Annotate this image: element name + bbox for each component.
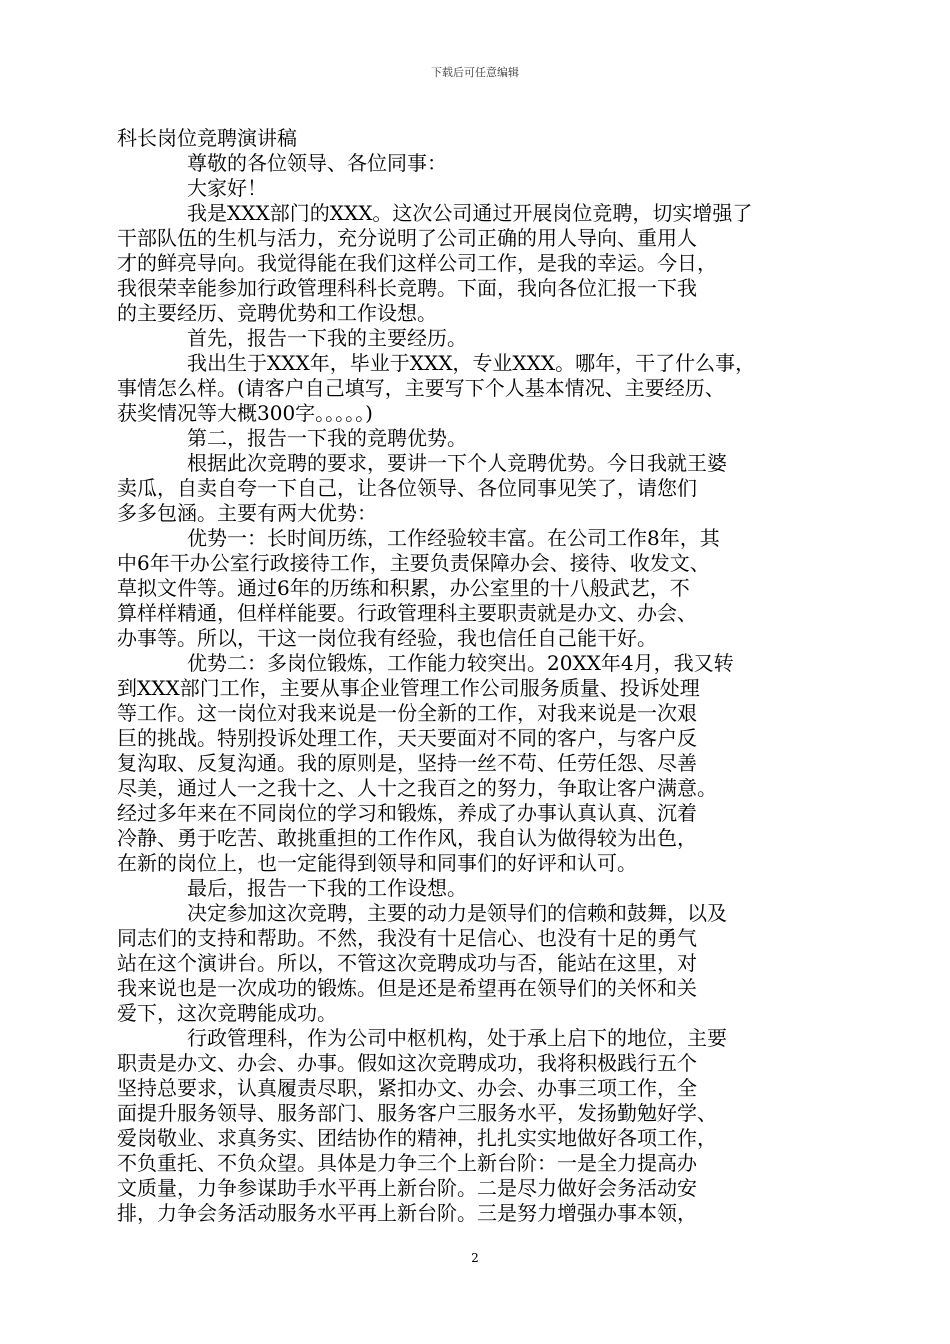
text-line: 办事等。所以，干这一岗位我有经验，我也信任自己能干好。 bbox=[117, 626, 657, 650]
text-line: 到XXX部门工作，主要从事企业管理工作公司服务质量、投诉处理 bbox=[117, 676, 700, 700]
text-line: 获奖情况等大概300字。。。。。) bbox=[117, 401, 373, 425]
text-line: 爱岗敬业、求真务实、团结协作的精神，扎扎实实地做好各项工作， bbox=[117, 1126, 717, 1150]
text-line: 在新的岗位上，也一定能得到领导和同事们的好评和认可。 bbox=[117, 851, 637, 875]
text-line: 优势二：多岗位锻炼，工作能力较突出。20XX年4月，我又转 bbox=[187, 651, 734, 675]
text-line: 算样样精通，但样样能要。行政管理科主要职责就是办文、办会、 bbox=[117, 601, 697, 625]
page-header: 下载后可任意编辑 bbox=[431, 66, 519, 79]
text-line: 我是XXX部门的XXX。这次公司通过开展岗位竞聘，切实增强了 bbox=[187, 201, 753, 225]
text-line: 第二，报告一下我的竞聘优势。 bbox=[187, 426, 467, 450]
text-line: 中6年干办公室行政接待工作，主要负责保障办会、接待、收发文、 bbox=[117, 551, 710, 575]
text-line: 职责是办文、办会、办事。假如这次竞聘成功，我将积极践行五个 bbox=[117, 1051, 697, 1075]
text-line: 多多包涵。主要有两大优势： bbox=[117, 501, 377, 525]
text-line: 大家好！ bbox=[187, 176, 267, 200]
text-line: 最后，报告一下我的工作设想。 bbox=[187, 876, 467, 900]
text-line: 卖瓜，自卖自夸一下自己，让各位领导、各位同事见笑了，请您们 bbox=[117, 476, 697, 500]
text-line: 坚持总要求，认真履责尽职，紧扣办文、办会、办事三项工作，全 bbox=[117, 1076, 697, 1100]
text-line: 我来说也是一次成功的锻炼。但是还是希望再在领导们的关怀和关 bbox=[117, 976, 697, 1000]
text-line: 草拟文件等。通过6年的历练和积累，办公室里的十八般武艺，不 bbox=[117, 576, 690, 600]
text-line: 事情怎么样。(请客户自己填写，主要写下个人基本情况、主要经历、 bbox=[117, 376, 725, 400]
text-line: 决定参加这次竞聘，主要的动力是领导们的信赖和鼓舞，以及 bbox=[187, 901, 727, 925]
text-line: 行政管理科，作为公司中枢机构，处于承上启下的地位，主要 bbox=[187, 1026, 727, 1050]
text-line: 优势一：长时间历练，工作经验较丰富。在公司工作8年，其 bbox=[187, 526, 720, 550]
document-title: 科长岗位竞聘演讲稿 bbox=[117, 126, 297, 150]
text-line: 文质量，力争参谋助手水平再上新台阶。二是尽力做好会务活动安 bbox=[117, 1176, 697, 1200]
text-line: 的主要经历、竞聘优势和工作设想。 bbox=[117, 301, 437, 325]
text-line: 排，力争会务活动服务水平再上新台阶。三是努力增强办事本领， bbox=[117, 1201, 697, 1225]
text-line: 首先，报告一下我的主要经历。 bbox=[187, 326, 467, 350]
text-line: 爱下，这次竞聘能成功。 bbox=[117, 1001, 337, 1025]
text-line: 我出生于XXX年，毕业于XXX，专业XXX。哪年，干了什么事， bbox=[187, 351, 756, 375]
text-line: 巨的挑战。特别投诉处理工作，天天要面对不同的客户，与客户反 bbox=[117, 726, 697, 750]
text-line: 根据此次竞聘的要求，要讲一下个人竞聘优势。今日我就王婆 bbox=[187, 451, 727, 475]
text-line: 不负重托、不负众望。具体是力争三个上新台阶：一是全力提高办 bbox=[117, 1151, 697, 1175]
page-number: 2 bbox=[471, 1251, 479, 1265]
text-line: 站在这个演讲台。所以，不管这次竞聘成功与否，能站在这里，对 bbox=[117, 951, 697, 975]
text-line: 冷静、勇于吃苦、敢挑重担的工作作风，我自认为做得较为出色， bbox=[117, 826, 697, 850]
text-line: 尽美，通过人一之我十之、人十之我百之的努力，争取让客户满意。 bbox=[117, 776, 717, 800]
text-line: 尊敬的各位领导、各位同事： bbox=[187, 151, 447, 175]
text-line: 才的鲜亮导向。我觉得能在我们这样公司工作，是我的幸运。今日， bbox=[117, 251, 717, 275]
text-line: 经过多年来在不同岗位的学习和锻炼，养成了办事认真认真、沉着 bbox=[117, 801, 697, 825]
text-line: 等工作。这一岗位对我来说是一份全新的工作，对我来说是一次艰 bbox=[117, 701, 697, 725]
document-body bbox=[117, 126, 829, 1226]
text-line: 干部队伍的生机与活力，充分说明了公司正确的用人导向、重用人 bbox=[117, 226, 697, 250]
text-line: 我很荣幸能参加行政管理科科长竞聘。下面，我向各位汇报一下我 bbox=[117, 276, 697, 300]
text-line: 复沟取、反复沟通。我的原则是，坚持一丝不苟、任劳任怨、尽善 bbox=[117, 751, 697, 775]
text-line: 面提升服务领导、服务部门、服务客户三服务水平，发扬勤勉好学、 bbox=[117, 1101, 717, 1125]
text-line: 同志们的支持和帮助。不然，我没有十足信心、也没有十足的勇气 bbox=[117, 926, 697, 950]
